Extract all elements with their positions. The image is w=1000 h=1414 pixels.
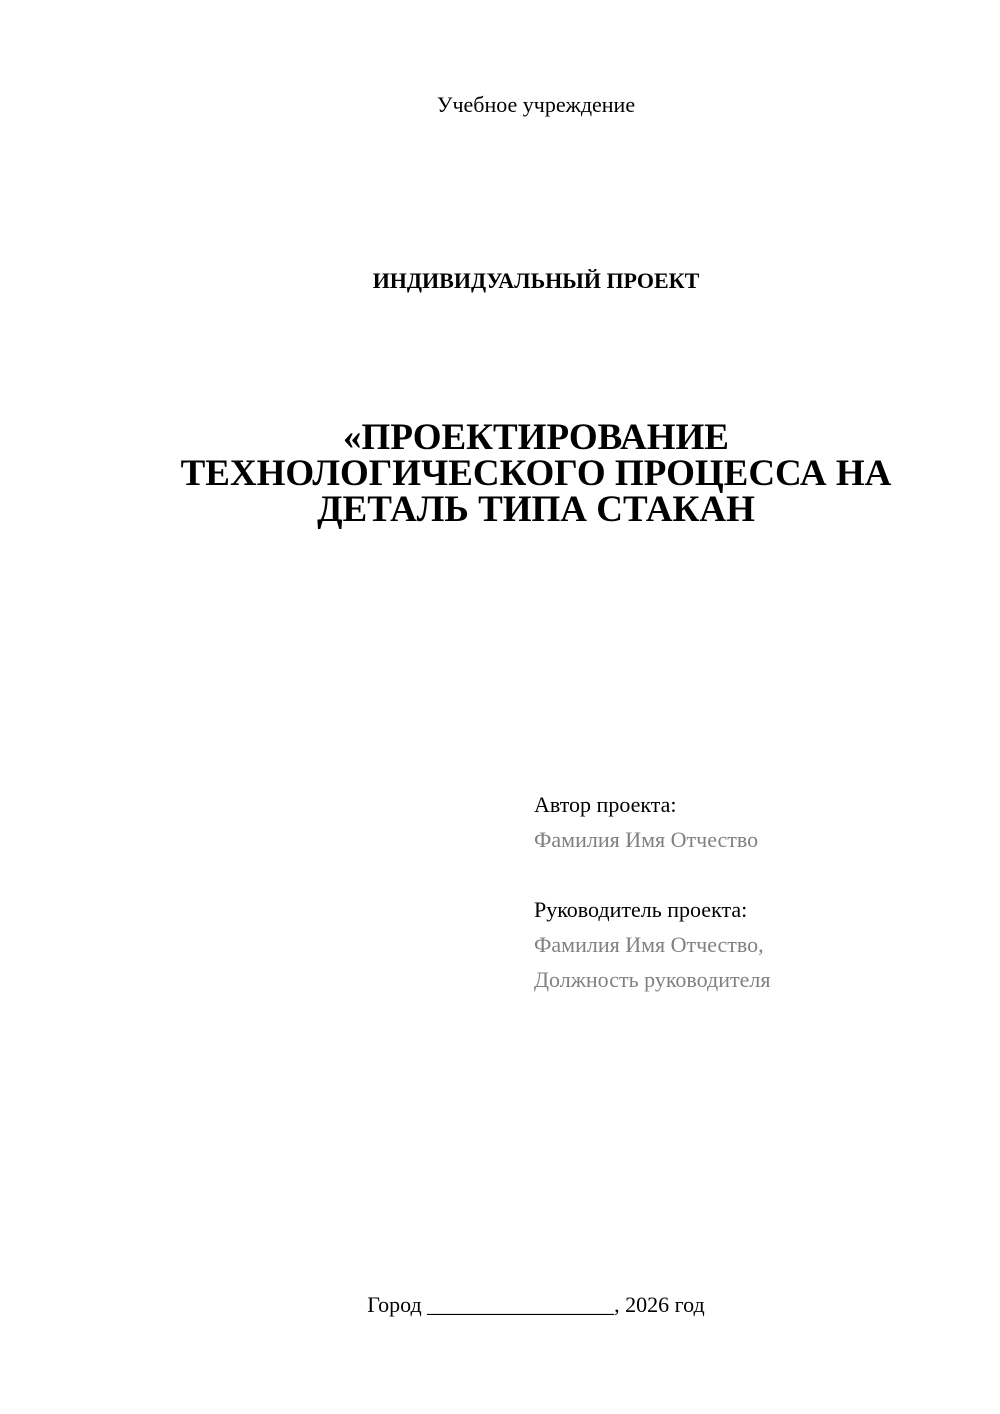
project-title-line: «ПРОЕКТИРОВАНИЕ — [343, 417, 729, 458]
project-title-line: ТЕХНОЛОГИЧЕСКОГО ПРОЦЕССА НА — [180, 453, 892, 494]
author-name: Фамилия Имя Отчество — [534, 827, 759, 852]
supervisor-position: Должность руководителя — [534, 967, 771, 992]
supervisor-label: Руководитель проекта: — [534, 897, 748, 922]
project-title — [150, 417, 922, 530]
credits-block — [534, 787, 974, 997]
supervisor-name: Фамилия Имя Отчество, — [534, 932, 764, 957]
institution-name: Учебное учреждение — [436, 92, 636, 117]
author-label: Автор проекта: — [534, 792, 677, 817]
spacer — [534, 857, 974, 892]
project-title-line: ДЕТАЛЬ ТИПА СТАКАН — [317, 489, 755, 530]
document-type: ИНДИВИДУАЛЬНЫЙ ПРОЕКТ — [372, 268, 700, 293]
city-year-line: Город _________________, 2026 год — [367, 1292, 705, 1317]
